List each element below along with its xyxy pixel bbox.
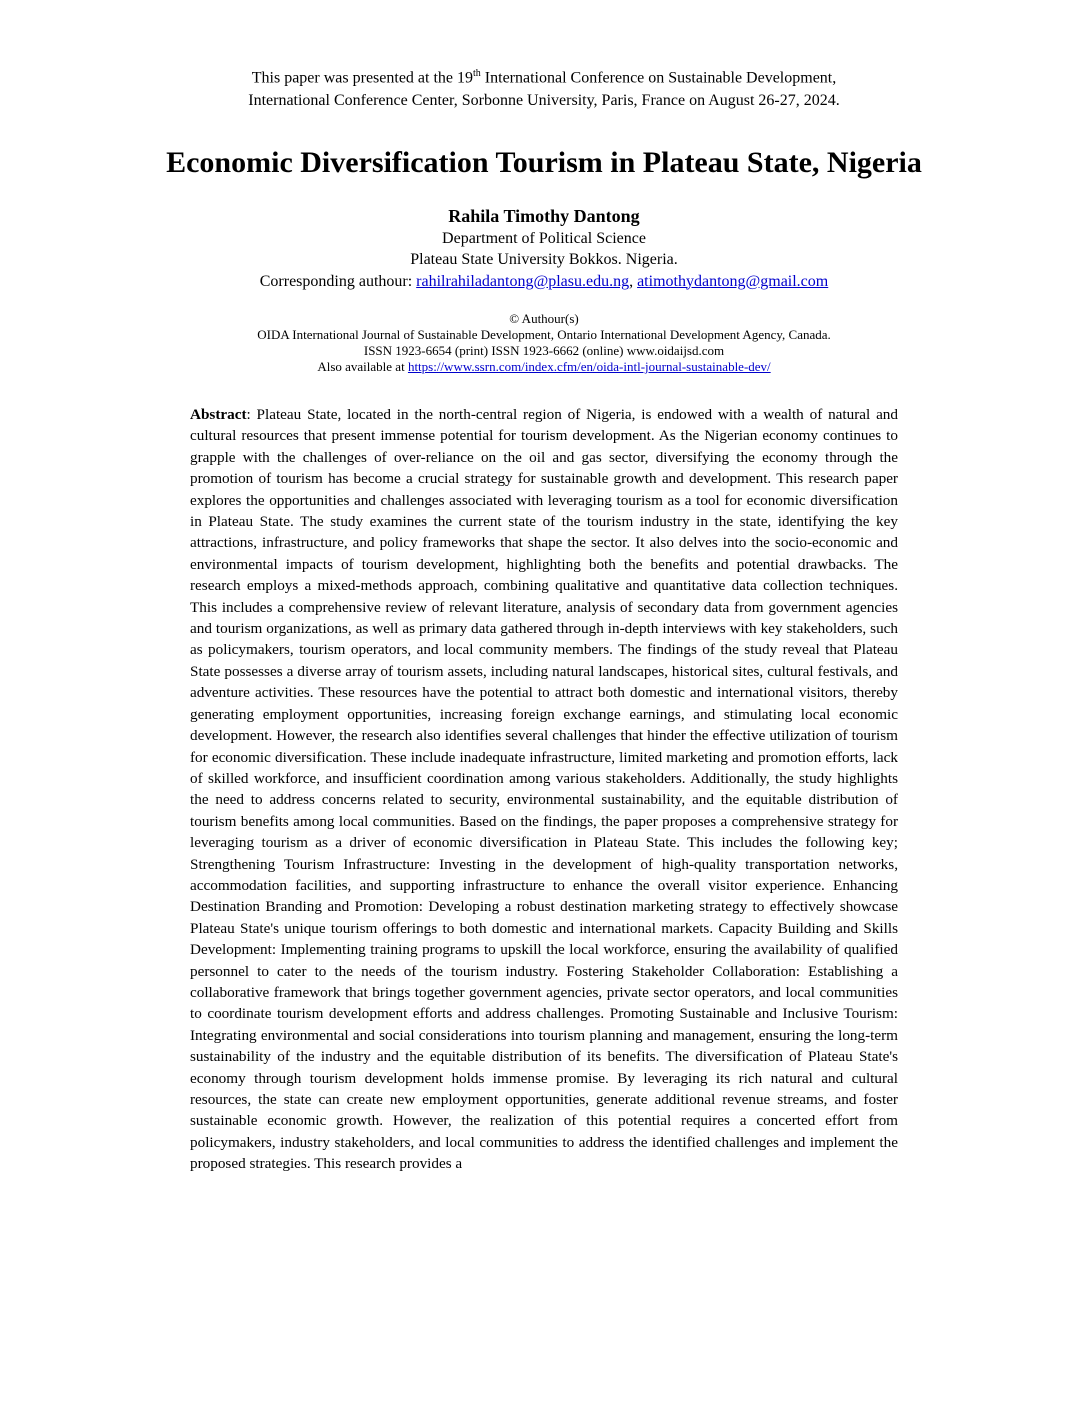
conference-note-line2: International Conference Center, Sorbonne University, Paris, France on August 26-27, 2024.: [248, 92, 840, 110]
email-link-secondary[interactable]: atimothydantong@gmail.com: [637, 272, 829, 290]
availability-label: Also available at: [317, 359, 408, 374]
conference-note-line1-prefix: This paper was presented at the 19: [251, 69, 474, 87]
availability-line: [0, 359, 1088, 375]
author-name: Rahila Timothy Dantong: [448, 206, 640, 226]
abstract-label: Abstract: [190, 406, 247, 423]
author-university: Plateau State University Bokkos. Nigeria.: [410, 251, 678, 268]
journal-line: OIDA International Journal of Sustainable Development, Ontario International Development Agency, Canada.: [257, 327, 831, 342]
conference-note-line1: [0, 62, 1088, 89]
ordinal-superscript: th: [473, 68, 481, 79]
copyright-line: © Authour(s): [509, 311, 579, 326]
corresponding-author-label: Corresponding authour:: [259, 272, 417, 290]
email-link-primary[interactable]: rahilrahiladantong@plasu.edu.ng: [416, 272, 630, 290]
author-block: [0, 206, 1088, 292]
email-separator: ,: [629, 272, 638, 290]
abstract-paragraph: [190, 404, 898, 1175]
publisher-block: [0, 311, 1088, 375]
issn-line: ISSN 1923-6654 (print) ISSN 1923-6662 (online) www.oidaijsd.com: [363, 343, 725, 358]
abstract-body: : Plateau State, located in the north-central region of Nigeria, is endowed with a wealth of natural and cultural resources that present immense potential for tourism development. As the Nigerian economy continues to grapple with the challenges of over-reliance on the oil and gas sector, diversifying the economy through the promotion of tourism has become a crucial strategy for sustainable growth and development. This research paper explores the opportunities and challenges associated with leveraging tourism as a tool for economic diversification in Plateau State. The study examines the current state of the tourism industry in the state, identifying the key attractions, infrastructure, and policy frameworks that shape the sector. It also delves into the socio-economic and environmental impacts of tourism development, highlighting both the benefits and potential drawbacks. The research employs a mixed-methods approach, combining qualitative and quantitative data collection techniques. This includes a comprehensive review of relevant literature, analysis of secondary data from government agencies and tourism organizations, as well as primary data gathered through in-depth interviews with key stakeholders, such as policymakers, tourism operators, and local community members. The findings of the study reveal that Plateau State possesses a diverse array of tourism assets, including natural landscapes, historical sites, cultural festivals, and adventure activities. These resources have the potential to attract both domestic and international visitors, thereby generating employment opportunities, increasing foreign exchange earnings, and stimulating local economic development. However, the research also identifies several challenges that hinder the effective utilization of tourism for economic diversification. These include inadequate infrastructure, limited marketing and promotion efforts, lack of skilled workforce, and insufficient coordination among various stakeholders. Additionally, the study highlights the need to address concerns related to security, environmental sustainability, and the equitable distribution of tourism benefits among local communities. Based on the findings, the paper proposes a comprehensive strategy for leveraging tourism as a driver of economic diversification in Plateau State. This includes the following key; Strengthening Tourism Infrastructure: Investing in the development of high-quality transportation networks, accommodation facilities, and supporting infrastructure to enhance the overall visitor experience. Enhancing Destination Branding and Promotion: Developing a robust destination marketing strategy to effectively showcase Plateau State's unique tourism offerings to both domestic and international markets. Capacity Building and Skills Development: Implementing training programs to upskill the local workforce, ensuring the availability of qualified personnel to cater to the needs of the tourism industry. Fostering Stakeholder Collaboration: Establishing a collaborative framework that brings together government agencies, private sector operators, and local communities to coordinate tourism development efforts and address challenges. Promoting Sustainable and Inclusive Tourism: Integrating environmental and social considerations into tourism planning and management, ensuring the long-term sustainability of the industry and the equitable distribution of its benefits. The diversification of Plateau State's economy through tourism development holds immense promise. By leveraging its rich natural and cultural resources, the state can create new employment opportunities, generate additional revenue streams, and foster sustainable economic growth. However, the realization of this potential requires a concerted effort from policymakers, industry stakeholders, and local communities to address the identified challenges and implement the proposed strategies. This research provides a: [190, 406, 898, 1173]
paper-title: Economic Diversification Tourism in Plateau State, Nigeria: [166, 146, 922, 179]
conference-note: [0, 62, 1088, 112]
author-department: Department of Political Science: [442, 229, 646, 247]
journal-url-link[interactable]: https://www.ssrn.com/index.cfm/en/oida-intl-journal-sustainable-dev/: [407, 359, 771, 374]
conference-note-line1-suffix: International Conference on Sustainable Development,: [480, 69, 837, 87]
corresponding-author-line: [0, 271, 1088, 293]
